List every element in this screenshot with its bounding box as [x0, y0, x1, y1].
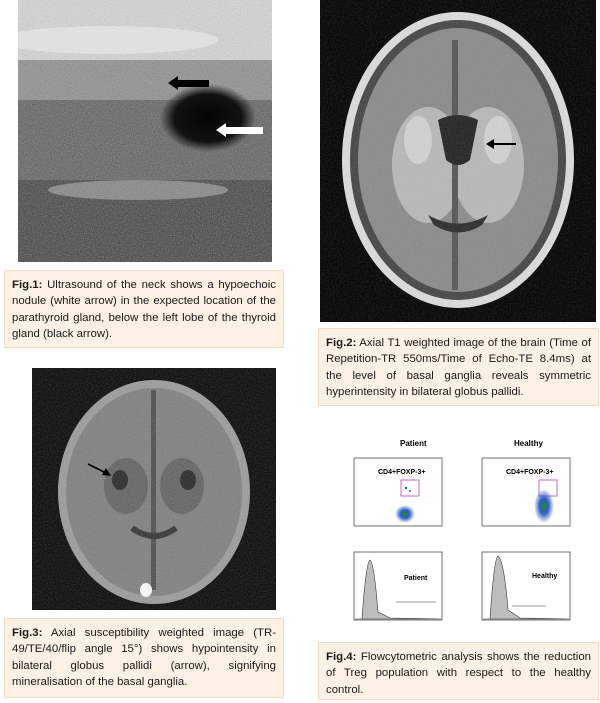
fig3-label: Fig.3: [12, 627, 43, 639]
patient-dot-plot [354, 458, 442, 526]
healthy-gate-label: CD4+FOXP-3+ [506, 469, 554, 476]
healthy-hist-label: Healthy [532, 573, 558, 580]
flowcytometry-graphic [326, 422, 584, 637]
white-arrow-icon [223, 127, 263, 134]
fig1-caption-text: Ultrasound of the neck shows a hypoechoic nodule (white arrow) in the expected location of the parathyroid gland, below the left lobe of the thyroid gland (black arrow). [12, 279, 276, 340]
black-arrow-icon [173, 80, 209, 87]
fig2-mri-image [320, 0, 596, 322]
fig3-caption-text: Axial susceptibility weighted image (TR-49/TE/40/flip angle 15°) shows hypointensity in bilateral globus pallidi (arrow), signifying mineralisation of the basal ganglia. [12, 627, 276, 688]
healthy-histogram [482, 552, 570, 620]
fig3-caption [4, 618, 284, 698]
axial-t1-graphic [320, 0, 596, 322]
fig4-caption-text: Flowcytometric analysis shows the reduction of Treg population with respect to the healthy control. [326, 651, 591, 696]
fig2-label: Fig.2: [326, 337, 357, 349]
fig4-label: Fig.4: [326, 651, 357, 663]
fig1-ultrasound-image [18, 0, 272, 262]
fig2-caption-text: Axial T1 weighted image of the brain (Time of Repetition-TR 550ms/Time of Echo-TE 8.4ms) at the level of basal ganglia reveals symmetric hyperintensity in bilateral globus pallidi. [326, 337, 591, 398]
patient-histogram [354, 552, 442, 620]
healthy-title: Healthy [514, 439, 543, 448]
fig3-mri-image [32, 368, 276, 610]
patient-hist-label: Patient [404, 575, 428, 582]
axial-swi-graphic [32, 368, 276, 610]
patient-title: Patient [400, 439, 427, 448]
healthy-dot-plot [482, 458, 570, 526]
fig1-label: Fig.1: [12, 279, 43, 291]
ultrasound-graphic [18, 0, 272, 262]
fig4-caption [318, 642, 599, 700]
fig4-flowcytometry-image [326, 422, 584, 637]
fig1-caption [4, 270, 284, 348]
fig2-caption [318, 328, 599, 406]
patient-gate-label: CD4+FOXP-3+ [378, 469, 426, 476]
